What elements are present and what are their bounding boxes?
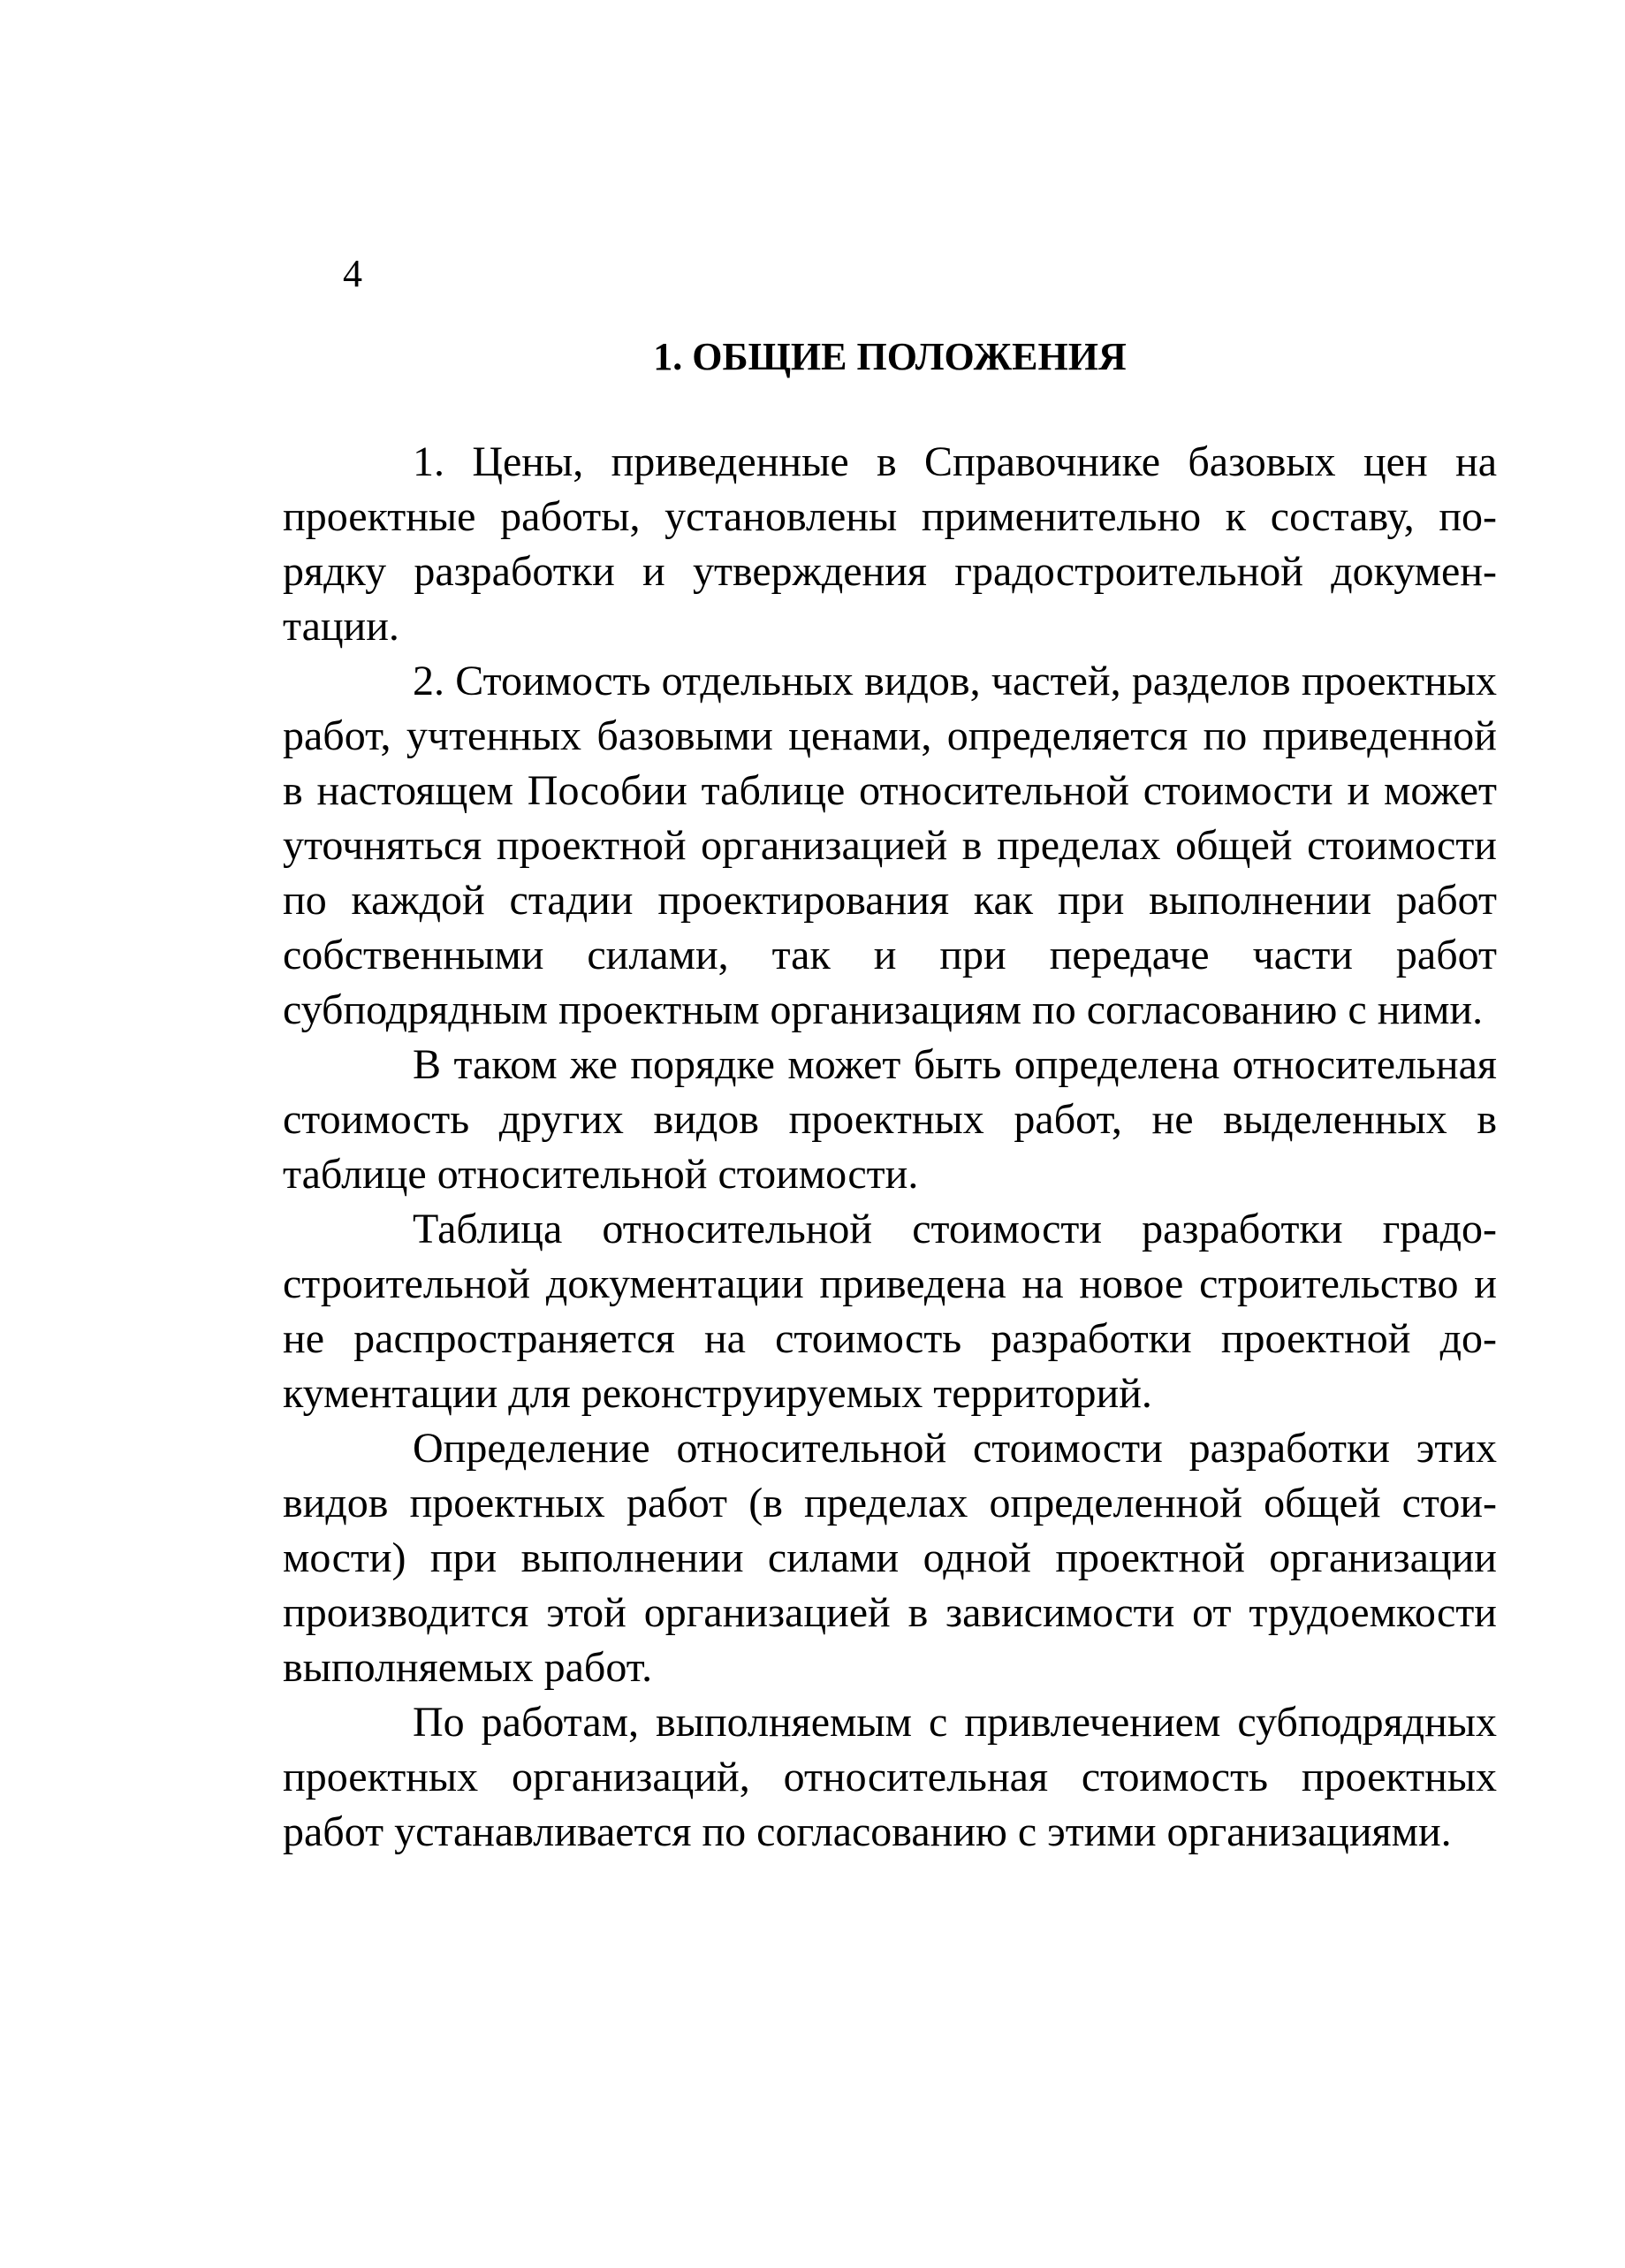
paragraph-4: Таблица относительной стоимости разработки градостроительной документации приведена на новое строительство и не распространяется на стоимость разработки проектной документации для реконструируемых территорий. <box>283 1206 1497 1417</box>
paragraph-2: 2. Стоимость отдельных видов, частей, разделов проектных работ, учтенных базовыми ценами, определяется по приведенной в настоящем Пособии таблице относительной стоимости и может уточняться проектной организацией в пределах общей стоимости по каждой стадии проектирования как при выполнении работ собственными силами, так и при передаче части работ субподрядным проектным организациям по согласованию с ними. <box>283 658 1497 1033</box>
paragraph-3: В таком же порядке может быть определена относительная стоимость других видов проектных работ, не выделенных в таблице относительной стоимости. <box>283 1041 1497 1198</box>
paragraph-5: Определение относительной стоимости разработки этих видов проектных работ (в пределах определенной общей стоимости) при выполнении силами одной проектной организации производится этой организацией в зависимости от трудоемкости выполняемых работ. <box>283 1425 1497 1691</box>
section-title: 1. ОБЩИЕ ПОЛОЖЕНИЯ <box>653 335 1127 378</box>
page-number: 4 <box>343 252 362 295</box>
paragraph-6: По работам, выполняемым с привлечением субподрядных проектных организаций, относительная стоимость проектных работ устанавливается по согласованию с этими организациями. <box>283 1699 1497 1855</box>
paragraph-1: 1. Цены, приведенные в Справочнике базовых цен на проектные работы, установлены применительно к составу, порядку разработки и утверждения градостроительной документации. <box>283 438 1497 650</box>
body-text <box>283 435 1497 1860</box>
